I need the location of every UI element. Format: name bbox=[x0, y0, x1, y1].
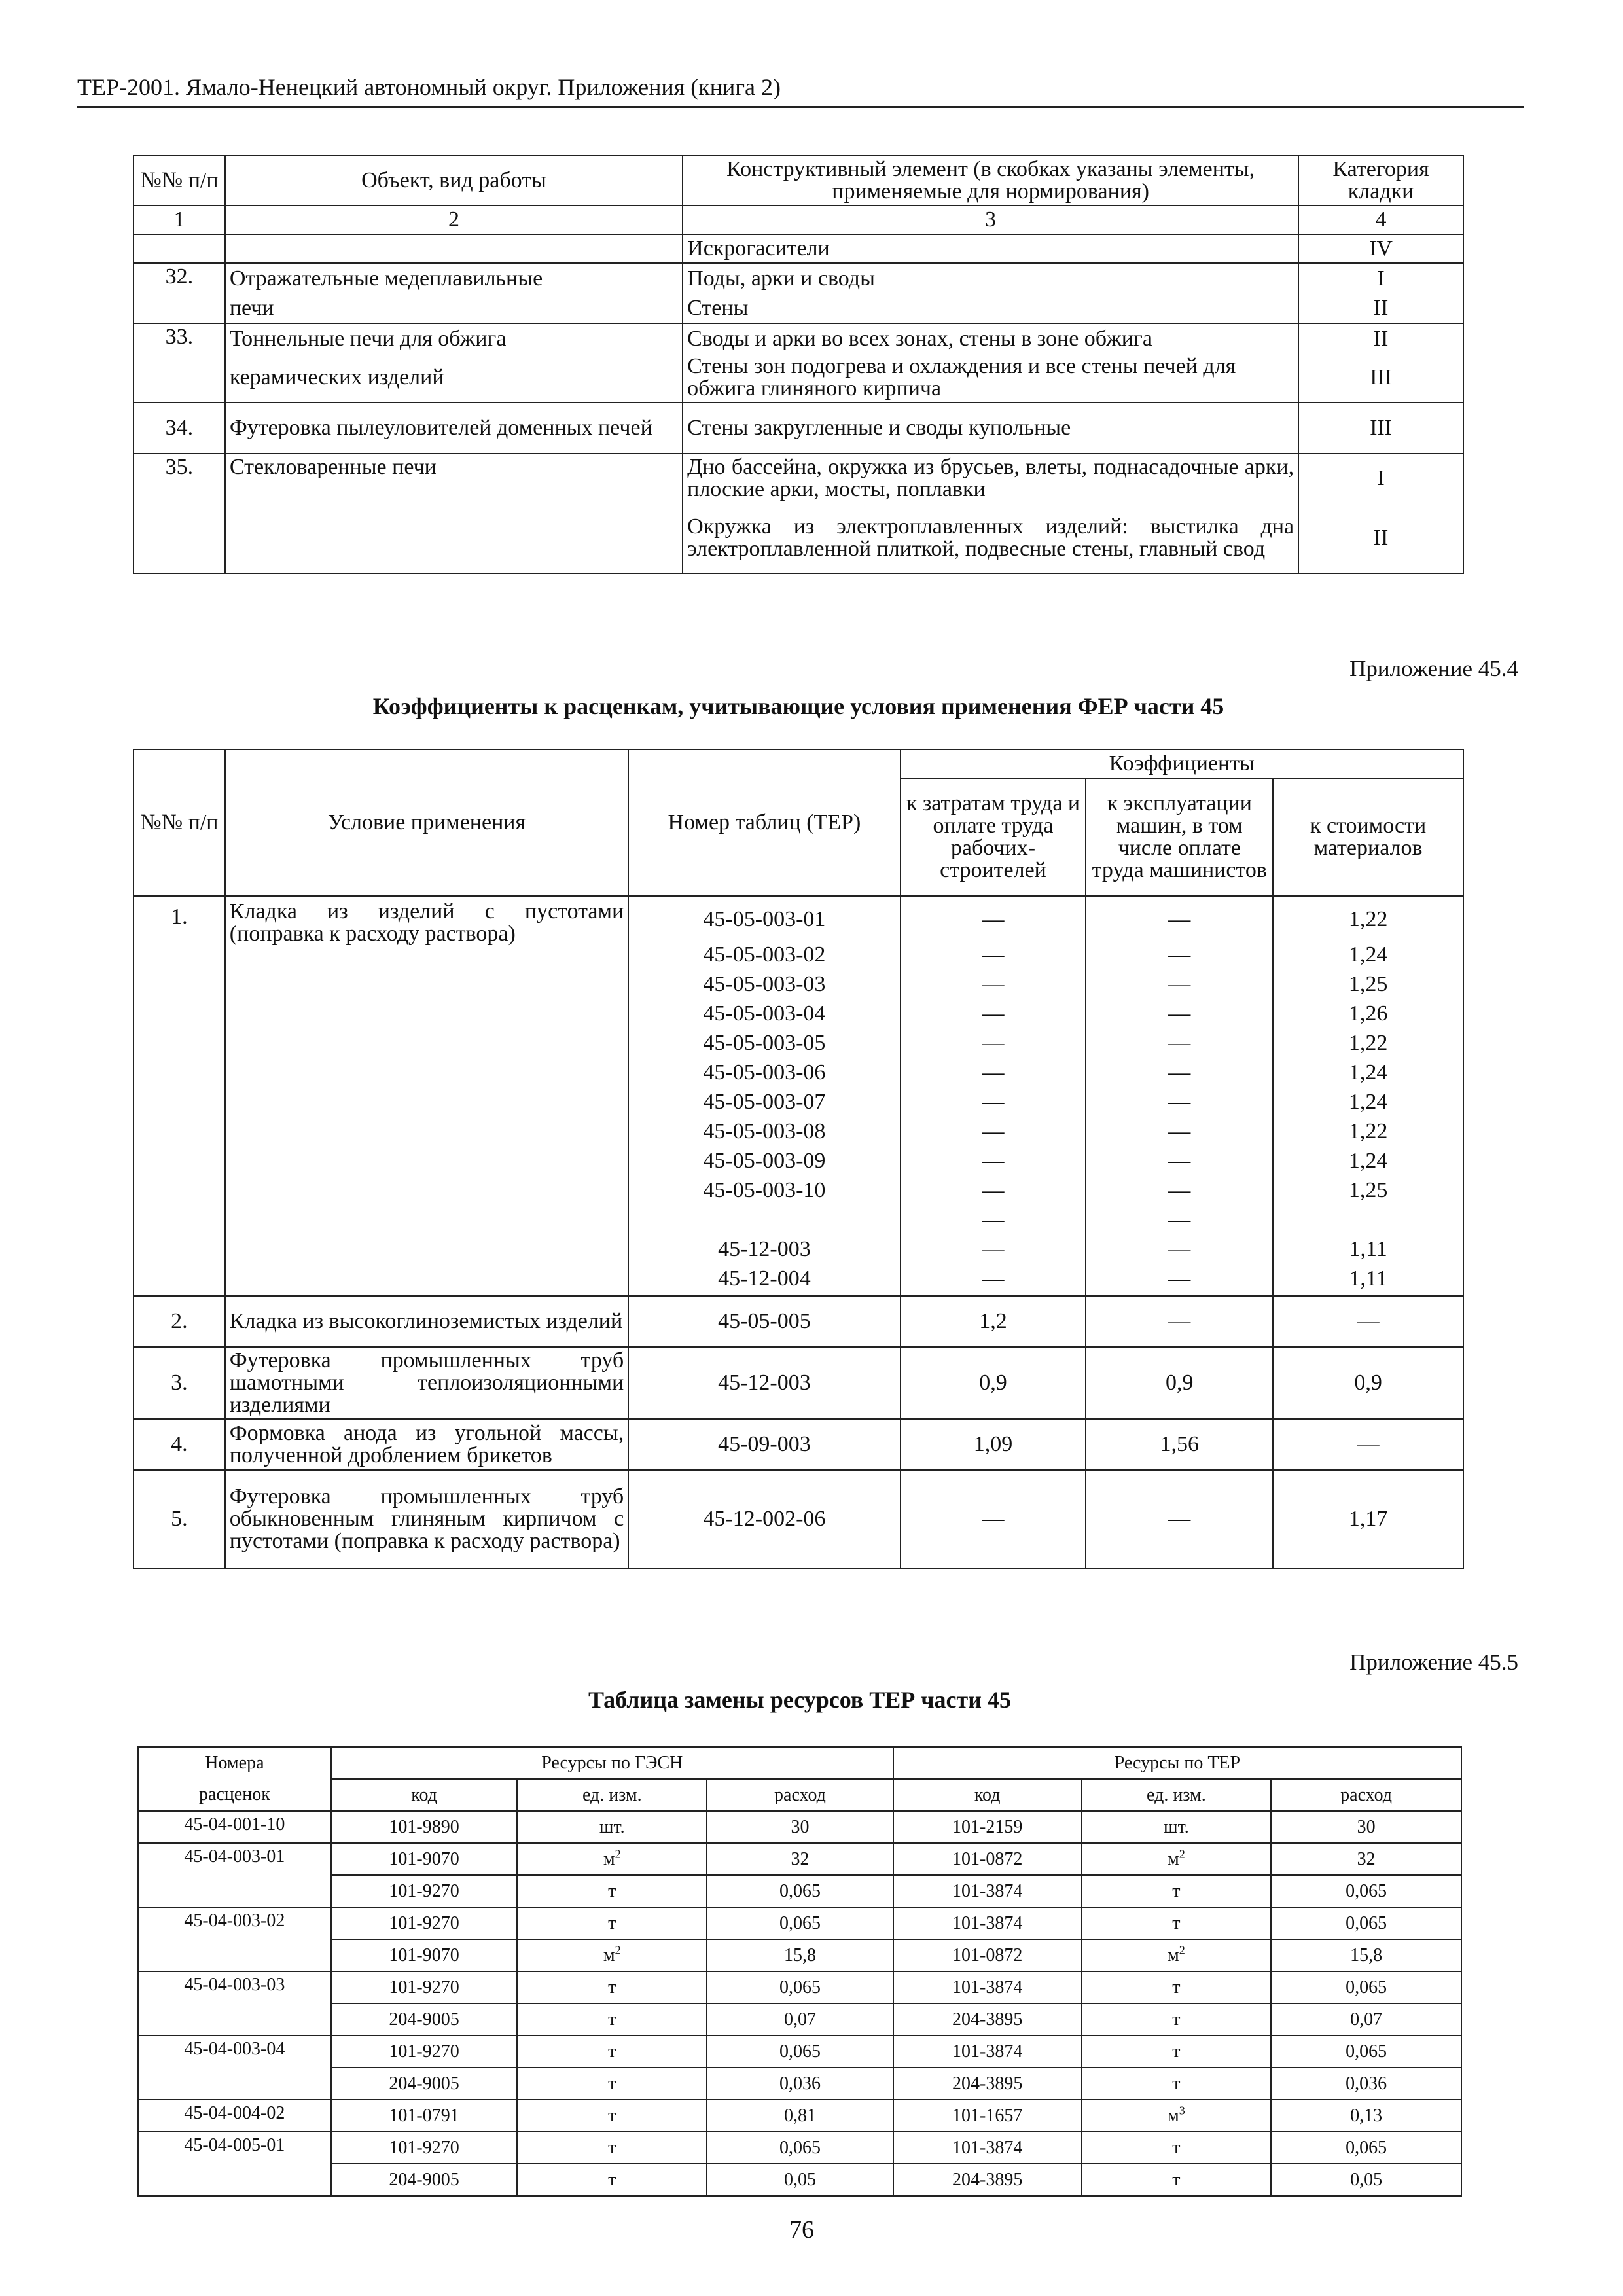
labor-value: — bbox=[982, 1090, 1005, 1114]
element-cell: Окружка из электроплавленных изделий: выстилка дна электроплавленной плиткой, подвесные стены, главный свод bbox=[683, 503, 1298, 573]
materials-value: 1,11 bbox=[1349, 1266, 1387, 1291]
col-header-num: №№ п/п bbox=[134, 156, 225, 206]
gesn-unit-cell: $м^2$ bbox=[517, 1939, 707, 1971]
table-row bbox=[138, 2100, 1461, 2132]
running-header: ТЕР-2001. Ямало-Ненецкий автономный округ. Приложения (книга 2) bbox=[77, 73, 1524, 108]
gesn-usage-cell: 15,8 bbox=[707, 1939, 893, 1971]
table-row bbox=[138, 1875, 1461, 1907]
ter-code-cell: 101-3874 bbox=[893, 1907, 1082, 1939]
materials-cell: — bbox=[1273, 1419, 1463, 1470]
appendix-label: Приложение 45.4 bbox=[1349, 656, 1518, 681]
gesn-code-cell: 204-9005 bbox=[331, 2003, 518, 2036]
labor-list bbox=[901, 896, 1086, 1296]
ter-unit-cell: шт. bbox=[1082, 1811, 1272, 1843]
gesn-code-cell: 101-9270 bbox=[331, 1907, 518, 1939]
ter-unit-cell: $м^2$ bbox=[1082, 1939, 1272, 1971]
category-cell: IV bbox=[1298, 234, 1463, 263]
labor-value: — bbox=[982, 1208, 1005, 1232]
table-row bbox=[134, 234, 1463, 263]
ter-usage-cell: 0,036 bbox=[1271, 2068, 1461, 2100]
machines-value: — bbox=[1168, 1001, 1191, 1026]
object-cell: печи bbox=[225, 293, 683, 323]
gesn-code-cell: 101-9270 bbox=[331, 1875, 518, 1907]
col-header-code: код bbox=[893, 1779, 1082, 1811]
category-cell: III bbox=[1298, 403, 1463, 454]
rate-number-cell: 45-04-003-01 bbox=[138, 1843, 331, 1907]
ter-unit-cell: т bbox=[1082, 1971, 1272, 2003]
materials-value bbox=[1277, 1205, 1459, 1234]
labor-cell: 0,9 bbox=[901, 1347, 1086, 1419]
row-number: 32. bbox=[134, 263, 225, 323]
ter-usage-cell: 15,8 bbox=[1271, 1939, 1461, 1971]
ter-unit-cell: т bbox=[1082, 2164, 1272, 2196]
materials-cell: 0,9 bbox=[1273, 1347, 1463, 1419]
element-cell: Поды, арки и своды bbox=[683, 263, 1298, 293]
machines-value: — bbox=[1168, 1266, 1191, 1291]
col-header-labor: к затратам труда и оплате труда рабочих-строителей bbox=[901, 778, 1086, 896]
table-row bbox=[138, 2164, 1461, 2196]
tables-list bbox=[628, 896, 900, 1296]
materials-list bbox=[1273, 896, 1463, 1296]
table-row bbox=[134, 1347, 1463, 1419]
table-row bbox=[134, 263, 1463, 293]
ter-usage-cell: 30 bbox=[1271, 1811, 1461, 1843]
table-row bbox=[138, 1843, 1461, 1875]
rate-number-cell: 45-04-003-04 bbox=[138, 2036, 331, 2100]
gesn-usage-cell: 0,065 bbox=[707, 1875, 893, 1907]
rate-number-cell: 45-04-004-02 bbox=[138, 2100, 331, 2132]
gesn-code-cell: 204-9005 bbox=[331, 2068, 518, 2100]
table-number: 45-05-003-01 bbox=[703, 907, 826, 931]
col-header-unit: ед. изм. bbox=[1082, 1779, 1272, 1811]
gesn-usage-cell: 0,065 bbox=[707, 1907, 893, 1939]
ter-usage-cell: 0,07 bbox=[1271, 2003, 1461, 2036]
col-number: 3 bbox=[683, 206, 1298, 234]
materials-value: 1,22 bbox=[1348, 1031, 1388, 1055]
machines-cell: — bbox=[1086, 1296, 1273, 1347]
row-number: 2. bbox=[134, 1296, 225, 1347]
ter-usage-cell: 32 bbox=[1271, 1843, 1461, 1875]
table-title: Коэффициенты к расценкам, учитывающие условия применения ФЕР части 45 bbox=[372, 693, 1224, 719]
tables-cell: 45-05-005 bbox=[628, 1296, 900, 1347]
ter-code-cell: 101-0872 bbox=[893, 1939, 1082, 1971]
ter-unit-cell: т bbox=[1082, 2036, 1272, 2068]
ter-code-cell: 101-3874 bbox=[893, 1875, 1082, 1907]
table-number: 45-05-003-08 bbox=[703, 1119, 826, 1143]
ter-usage-cell: 0,065 bbox=[1271, 2036, 1461, 2068]
labor-value: — bbox=[982, 1119, 1005, 1143]
materials-value: 1,25 bbox=[1348, 972, 1388, 996]
ter-code-cell: 204-3895 bbox=[893, 2003, 1082, 2036]
element-cell: Дно бассейна, окружка из брусьев, влеты, поднасадочные арки, плоские арки, мосты, поплавки bbox=[683, 454, 1298, 503]
labor-value: — bbox=[982, 1001, 1005, 1026]
labor-value: — bbox=[982, 1149, 1005, 1173]
ter-unit-cell: т bbox=[1082, 2003, 1272, 2036]
gesn-usage-cell: 0,065 bbox=[707, 1971, 893, 2003]
table-number: 45-12-003 bbox=[718, 1237, 811, 1261]
materials-value: 1,24 bbox=[1348, 942, 1388, 967]
condition-cell: Футеровка промышленных труб шамотными теплоизоляционными изделиями bbox=[225, 1347, 628, 1419]
col-header-rates: расценок bbox=[138, 1779, 331, 1811]
col-header-materials: к стоимости материалов bbox=[1273, 778, 1463, 896]
element-cell: Искрогасители bbox=[683, 234, 1298, 263]
table-number: 45-05-003-04 bbox=[703, 1001, 826, 1026]
ter-code-cell: 101-3874 bbox=[893, 2036, 1082, 2068]
col-header-machines: к эксплуатации машин, в том числе оплате труда машинистов bbox=[1086, 778, 1273, 896]
gesn-usage-cell: 0,065 bbox=[707, 2036, 893, 2068]
col-header-usage: расход bbox=[1271, 1779, 1461, 1811]
materials-cell: 1,17 bbox=[1273, 1470, 1463, 1568]
col-number: 1 bbox=[134, 206, 225, 234]
gesn-code-cell: 101-9070 bbox=[331, 1843, 518, 1875]
gesn-unit-cell: т bbox=[517, 2003, 707, 2036]
object-cell: Стекловаренные печи bbox=[225, 454, 683, 573]
labor-cell: 1,2 bbox=[901, 1296, 1086, 1347]
gesn-code-cell: 101-9270 bbox=[331, 1971, 518, 2003]
machines-value: — bbox=[1168, 942, 1191, 967]
row-number: 5. bbox=[134, 1470, 225, 1568]
condition-cell: Футеровка промышленных труб обыкновенным глиняным кирпичом с пустотами (поправка к расходу раствора) bbox=[225, 1470, 628, 1568]
col-header-condition: Условие применения bbox=[225, 749, 628, 896]
condition-cell: Кладка из высокоглиноземистых изделий bbox=[225, 1296, 628, 1347]
table-number: 45-05-003-07 bbox=[703, 1090, 826, 1114]
col-header-element: Конструктивный элемент (в скобках указаны элементы, применяемые для нормирования) bbox=[683, 156, 1298, 206]
col-header-usage: расход bbox=[707, 1779, 893, 1811]
table-row bbox=[134, 403, 1463, 454]
ter-unit-cell: т bbox=[1082, 1875, 1272, 1907]
col-header-gesn: Ресурсы по ГЭСН bbox=[331, 1747, 893, 1779]
gesn-usage-cell: 0,81 bbox=[707, 2100, 893, 2132]
table-number bbox=[633, 1205, 895, 1234]
category-cell: II bbox=[1298, 323, 1463, 353]
labor-cell: — bbox=[901, 1470, 1086, 1568]
row-number: 1. bbox=[134, 896, 225, 1296]
gesn-unit-cell: т bbox=[517, 1907, 707, 1939]
table-number: 45-05-003-03 bbox=[703, 972, 826, 996]
table-number: 45-05-003-10 bbox=[703, 1178, 826, 1202]
gesn-unit-cell: т bbox=[517, 2132, 707, 2164]
table-row bbox=[134, 293, 1463, 323]
labor-value: — bbox=[982, 1266, 1005, 1291]
machines-value: — bbox=[1168, 1237, 1191, 1261]
col-header-unit: ед. изм. bbox=[517, 1779, 707, 1811]
ter-code-cell: 204-3895 bbox=[893, 2068, 1082, 2100]
machines-value: — bbox=[1168, 1090, 1191, 1114]
ter-unit-cell: $м^2$ bbox=[1082, 1843, 1272, 1875]
col-header-num: №№ п/п bbox=[134, 749, 225, 896]
labor-value: — bbox=[982, 1031, 1005, 1055]
labor-value: — bbox=[982, 972, 1005, 996]
gesn-usage-cell: 0,036 bbox=[707, 2068, 893, 2100]
coefficients-table bbox=[133, 749, 1464, 1569]
machines-cell: 1,56 bbox=[1086, 1419, 1273, 1470]
resource-replacement-table bbox=[137, 1746, 1462, 2197]
category-cell: I bbox=[1298, 454, 1463, 503]
tables-cell: 45-12-002-06 bbox=[628, 1470, 900, 1568]
materials-cell: — bbox=[1273, 1296, 1463, 1347]
materials-value: 1,24 bbox=[1348, 1090, 1388, 1114]
table-number: 45-12-004 bbox=[718, 1266, 811, 1291]
ter-code-cell: 101-1657 bbox=[893, 2100, 1082, 2132]
table-number: 45-05-003-06 bbox=[703, 1060, 826, 1085]
table-title: Таблица замены ресурсов ТЕР части 45 bbox=[588, 1687, 1011, 1713]
appendix-label: Приложение 45.5 bbox=[1349, 1649, 1518, 1675]
gesn-usage-cell: 0,07 bbox=[707, 2003, 893, 2036]
gesn-unit-cell: т bbox=[517, 2100, 707, 2132]
table-row bbox=[134, 896, 1463, 1296]
gesn-unit-cell: т bbox=[517, 2036, 707, 2068]
ter-usage-cell: 0,05 bbox=[1271, 2164, 1461, 2196]
table-row bbox=[134, 454, 1463, 503]
category-cell: II bbox=[1298, 503, 1463, 573]
ter-code-cell: 101-3874 bbox=[893, 1971, 1082, 2003]
labor-value: — bbox=[982, 907, 1005, 931]
machines-value: — bbox=[1168, 972, 1191, 996]
object-cell: Отражательные медеплавильные bbox=[225, 263, 683, 293]
rate-number-cell: 45-04-005-01 bbox=[138, 2132, 331, 2196]
ter-usage-cell: 0,065 bbox=[1271, 1907, 1461, 1939]
table-row bbox=[134, 1470, 1463, 1568]
labor-value: — bbox=[982, 1060, 1005, 1085]
ter-unit-cell: т bbox=[1082, 1907, 1272, 1939]
element-cell: Своды и арки во всех зонах, стены в зоне обжига bbox=[683, 323, 1298, 353]
machines-cell: — bbox=[1086, 1470, 1273, 1568]
labor-value: — bbox=[982, 1178, 1005, 1202]
element-cell: Стены закругленные и своды купольные bbox=[683, 403, 1298, 454]
category-cell: II bbox=[1298, 293, 1463, 323]
materials-value: 1,11 bbox=[1349, 1237, 1387, 1261]
gesn-usage-cell: 30 bbox=[707, 1811, 893, 1843]
ter-code-cell: 101-3874 bbox=[893, 2132, 1082, 2164]
element-cell: Стены bbox=[683, 293, 1298, 323]
object-cell: Тоннельные печи для обжига bbox=[225, 323, 683, 353]
rate-number-cell: 45-04-001-10 bbox=[138, 1811, 331, 1843]
col-header-coefficients: Коэффициенты bbox=[901, 749, 1463, 778]
tables-cell: 45-12-003 bbox=[628, 1347, 900, 1419]
ter-usage-cell: 0,13 bbox=[1271, 2100, 1461, 2132]
col-header-object: Объект, вид работы bbox=[225, 156, 683, 206]
category-cell: I bbox=[1298, 263, 1463, 293]
rate-number-cell: 45-04-003-03 bbox=[138, 1971, 331, 2036]
gesn-unit-cell: шт. bbox=[517, 1811, 707, 1843]
table-row bbox=[134, 1419, 1463, 1470]
gesn-unit-cell: т bbox=[517, 1971, 707, 2003]
table-row bbox=[134, 323, 1463, 353]
ter-code-cell: 101-0872 bbox=[893, 1843, 1082, 1875]
gesn-code-cell: 101-9070 bbox=[331, 1939, 518, 1971]
masonry-category-table bbox=[133, 155, 1464, 574]
col-number: 2 bbox=[225, 206, 683, 234]
row-number: 4. bbox=[134, 1419, 225, 1470]
machines-value: — bbox=[1168, 907, 1191, 931]
page-number: 76 bbox=[789, 2216, 814, 2244]
materials-value: 1,22 bbox=[1348, 907, 1388, 931]
gesn-code-cell: 101-9270 bbox=[331, 2132, 518, 2164]
ter-unit-cell: т bbox=[1082, 2068, 1272, 2100]
table-row bbox=[138, 2003, 1461, 2036]
gesn-code-cell: 101-9890 bbox=[331, 1811, 518, 1843]
table-row bbox=[138, 2068, 1461, 2100]
object-cell: Футеровка пылеуловителей доменных печей bbox=[225, 403, 683, 454]
table-row bbox=[138, 2132, 1461, 2164]
element-cell: Стены зон подогрева и охлаждения и все стены печей для обжига глиняного кирпича bbox=[683, 353, 1298, 403]
table-row bbox=[138, 1811, 1461, 1843]
col-header-category: Категория кладки bbox=[1298, 156, 1463, 206]
gesn-code-cell: 101-9270 bbox=[331, 2036, 518, 2068]
gesn-usage-cell: 32 bbox=[707, 1843, 893, 1875]
machines-value: — bbox=[1168, 1060, 1191, 1085]
row-number: 34. bbox=[134, 403, 225, 454]
col-number: 4 bbox=[1298, 206, 1463, 234]
ter-usage-cell: 0,065 bbox=[1271, 2132, 1461, 2164]
tables-cell: 45-09-003 bbox=[628, 1419, 900, 1470]
row-number: 35. bbox=[134, 454, 225, 573]
col-header-tables: Номер таблиц (ТЕР) bbox=[628, 749, 900, 896]
labor-value: — bbox=[982, 942, 1005, 967]
category-cell: III bbox=[1298, 353, 1463, 403]
gesn-code-cell: 204-9005 bbox=[331, 2164, 518, 2196]
table-number: 45-05-003-09 bbox=[703, 1149, 826, 1173]
machines-value: — bbox=[1168, 1149, 1191, 1173]
materials-value: 1,24 bbox=[1348, 1060, 1388, 1085]
gesn-usage-cell: 0,05 bbox=[707, 2164, 893, 2196]
ter-code-cell: 204-3895 bbox=[893, 2164, 1082, 2196]
ter-code-cell: 101-2159 bbox=[893, 1811, 1082, 1843]
materials-value: 1,22 bbox=[1348, 1119, 1388, 1143]
gesn-usage-cell: 0,065 bbox=[707, 2132, 893, 2164]
gesn-unit-cell: т bbox=[517, 1875, 707, 1907]
col-header-ter: Ресурсы по ТЕР bbox=[893, 1747, 1461, 1779]
table-row bbox=[138, 2036, 1461, 2068]
gesn-code-cell: 101-0791 bbox=[331, 2100, 518, 2132]
table-row bbox=[138, 1907, 1461, 1939]
machines-value: — bbox=[1168, 1031, 1191, 1055]
condition-cell: Формовка анода из угольной массы, полученной дроблением брикетов bbox=[225, 1419, 628, 1470]
condition-cell: Кладка из изделий с пустотами (поправка к расходу раствора) bbox=[225, 896, 628, 1296]
machines-cell: 0,9 bbox=[1086, 1347, 1273, 1419]
ter-usage-cell: 0,065 bbox=[1271, 1971, 1461, 2003]
machines-value: — bbox=[1168, 1208, 1191, 1232]
machines-value: — bbox=[1168, 1119, 1191, 1143]
table-number: 45-05-003-05 bbox=[703, 1031, 826, 1055]
materials-value: 1,24 bbox=[1348, 1149, 1388, 1173]
materials-value: 1,25 bbox=[1348, 1178, 1388, 1202]
ter-unit-cell: т bbox=[1082, 2132, 1272, 2164]
gesn-unit-cell: т bbox=[517, 2068, 707, 2100]
col-header-code: код bbox=[331, 1779, 518, 1811]
labor-cell: 1,09 bbox=[901, 1419, 1086, 1470]
machines-list bbox=[1086, 896, 1273, 1296]
table-row bbox=[134, 1296, 1463, 1347]
row-number: 3. bbox=[134, 1347, 225, 1419]
rate-number-cell: 45-04-003-02 bbox=[138, 1907, 331, 1971]
col-header-rates: Номера bbox=[138, 1747, 331, 1779]
table-row bbox=[138, 1971, 1461, 2003]
object-cell: керамических изделий bbox=[225, 353, 683, 403]
machines-value: — bbox=[1168, 1178, 1191, 1202]
labor-value: — bbox=[982, 1237, 1005, 1261]
materials-value: 1,26 bbox=[1348, 1001, 1388, 1026]
table-row bbox=[138, 1939, 1461, 1971]
gesn-unit-cell: т bbox=[517, 2164, 707, 2196]
ter-unit-cell: $м^3$ bbox=[1082, 2100, 1272, 2132]
table-row bbox=[134, 353, 1463, 403]
row-number: 33. bbox=[134, 323, 225, 403]
gesn-unit-cell: $м^2$ bbox=[517, 1843, 707, 1875]
table-number: 45-05-003-02 bbox=[703, 942, 826, 967]
ter-usage-cell: 0,065 bbox=[1271, 1875, 1461, 1907]
